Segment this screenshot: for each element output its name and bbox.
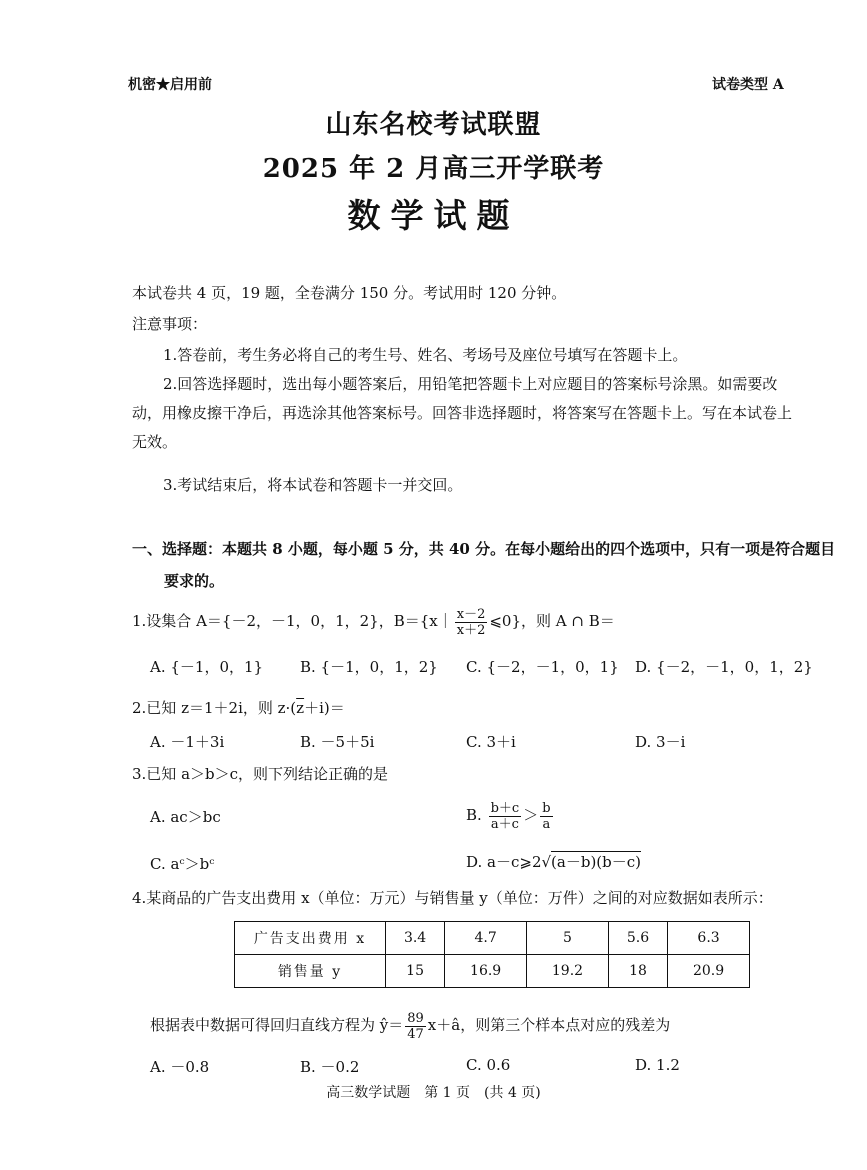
question-4-option-d: D. 1.2 <box>635 1056 680 1074</box>
subject-title: 数学试题 <box>347 196 520 235</box>
question-3-option-a: A. ac＞bc <box>150 808 221 826</box>
question-2-option-d: D. 3－i <box>635 733 686 751</box>
table-cell: 18 <box>608 955 667 988</box>
question-4-option-c: C. 0.6 <box>466 1056 511 1074</box>
table-cell: 6.3 <box>668 922 750 955</box>
question-1-option-d: D. {－2，－1，0，1，2} <box>635 658 813 676</box>
table-row <box>235 922 750 955</box>
exam-summary: 本试卷共 4 页，19 题，全卷满分 150 分。考试用时 120 分钟。 <box>132 284 567 302</box>
question-2-text-before: 2.已知 z＝1＋2i，则 z·( <box>132 699 297 717</box>
table-row-label: 销售量 y <box>235 955 386 988</box>
question-1-stem <box>132 603 615 639</box>
question-4-option-b: B. －0.2 <box>300 1058 360 1076</box>
question-2-text-after: ＋i)＝ <box>304 699 345 717</box>
data-table <box>234 921 750 988</box>
question-3-option-b-den-1: a＋c <box>490 816 519 832</box>
confidential-label: 机密★启用前 <box>128 77 212 93</box>
question-4-fraction <box>405 1011 426 1042</box>
question-3-option-b-num-1: b＋c <box>490 800 520 816</box>
question-4-regression-text <box>150 1005 670 1045</box>
question-1-frac-num: x－2 <box>456 606 486 622</box>
question-2-option-b: B. －5＋5i <box>300 733 375 751</box>
exam-date-title: 2025 年 2 月高三开学联考 <box>262 154 605 184</box>
table-cell: 15 <box>386 955 445 988</box>
question-2-stem <box>132 697 345 718</box>
question-4-text-before: 根据表中数据可得回归直线方程为 ŷ＝ <box>150 1016 404 1034</box>
table-row <box>235 955 750 988</box>
question-3-option-d-text: D. a－c⩾2 <box>466 853 542 871</box>
question-1-fraction <box>455 607 488 638</box>
table-cell: 16.9 <box>445 955 527 988</box>
table-row-label: 广告支出费用 x <box>235 922 386 955</box>
table-cell: 5.6 <box>608 922 667 955</box>
question-4-frac-den: 47 <box>407 1026 424 1042</box>
table-cell: 5 <box>527 922 609 955</box>
question-3-option-b-num-2: b <box>542 800 551 816</box>
question-4-option-a: A. －0.8 <box>150 1058 210 1076</box>
question-1-frac-den: x＋2 <box>456 622 486 638</box>
radical-sign: √ <box>541 853 552 871</box>
question-1-option-a: A. {－1，0，1} <box>150 658 264 676</box>
table-cell: 3.4 <box>386 922 445 955</box>
table-cell: 19.2 <box>527 955 609 988</box>
exam-union-title: 山东名校考试联盟 <box>325 110 542 140</box>
notice-item-2: 2.回答选择题时，选出每小题答案后，用铅笔把答题卡上对应题目的答案标号涂黑。如需要改动，用橡皮擦干净后，再选涂其他答案标号。回答非选择题时，将答案写在答题卡上。写在本试卷上无效。 <box>132 375 793 451</box>
question-3-option-b-label: B. <box>466 806 482 824</box>
question-1-text-before: 1.设集合 A＝{－2，－1，0，1，2}，B＝{x｜ <box>132 612 453 630</box>
table-cell: 20.9 <box>668 955 750 988</box>
notice-heading: 注意事项： <box>132 315 208 333</box>
question-1-text-after: ⩽0}，则 A ∩ B＝ <box>489 612 615 630</box>
question-3-option-b-fraction-1 <box>489 801 522 832</box>
question-4-text-after: x＋â，则第三个样本点对应的残差为 <box>427 1016 671 1034</box>
question-3-option-c: C. aᶜ＞bᶜ <box>150 855 215 873</box>
question-3-option-b-fraction-2 <box>540 801 552 832</box>
question-1-option-b: B. {－1，0，1，2} <box>300 658 438 676</box>
question-4-stem: 4.某商品的广告支出费用 x（单位：万元）与销售量 y（单位：万件）之间的对应数据如表所示： <box>132 889 773 907</box>
notice-item-3: 3.考试结束后，将本试卷和答题卡一并交回。 <box>163 476 463 494</box>
paper-type-label: 试卷类型 A <box>712 77 784 93</box>
question-2-z-conjugate: $\overline{z}$ <box>296 699 305 717</box>
notice-item-1: 1.答卷前，考生务必将自己的考生号、姓名、考场号及座位号填写在答题卡上。 <box>163 346 688 364</box>
question-3-option-b-relation: ＞ <box>523 806 539 824</box>
table-cell: 4.7 <box>445 922 527 955</box>
page-footer: 高三数学试题 第 1 页 (共 4 页) <box>326 1085 541 1101</box>
section-1-heading: 一、选择题：本题共 8 小题，每小题 5 分，共 40 分。在每小题给出的四个选项中，只有一项是符合题目要求的。 <box>132 540 836 590</box>
question-3-stem: 3.已知 a＞b＞c，则下列结论正确的是 <box>132 765 389 783</box>
question-2-option-a: A. －1＋3i <box>150 733 225 751</box>
question-4-frac-num: 89 <box>407 1010 424 1026</box>
question-3-option-d <box>466 851 641 872</box>
question-2-option-c: C. 3＋i <box>466 733 516 751</box>
question-3-option-b-den-2: a <box>542 816 551 832</box>
question-3-option-d-radicand: (a－b)(b－c) <box>551 853 642 871</box>
question-1-option-c: C. {－2，－1，0，1} <box>466 658 619 676</box>
question-3-option-b <box>466 795 555 835</box>
